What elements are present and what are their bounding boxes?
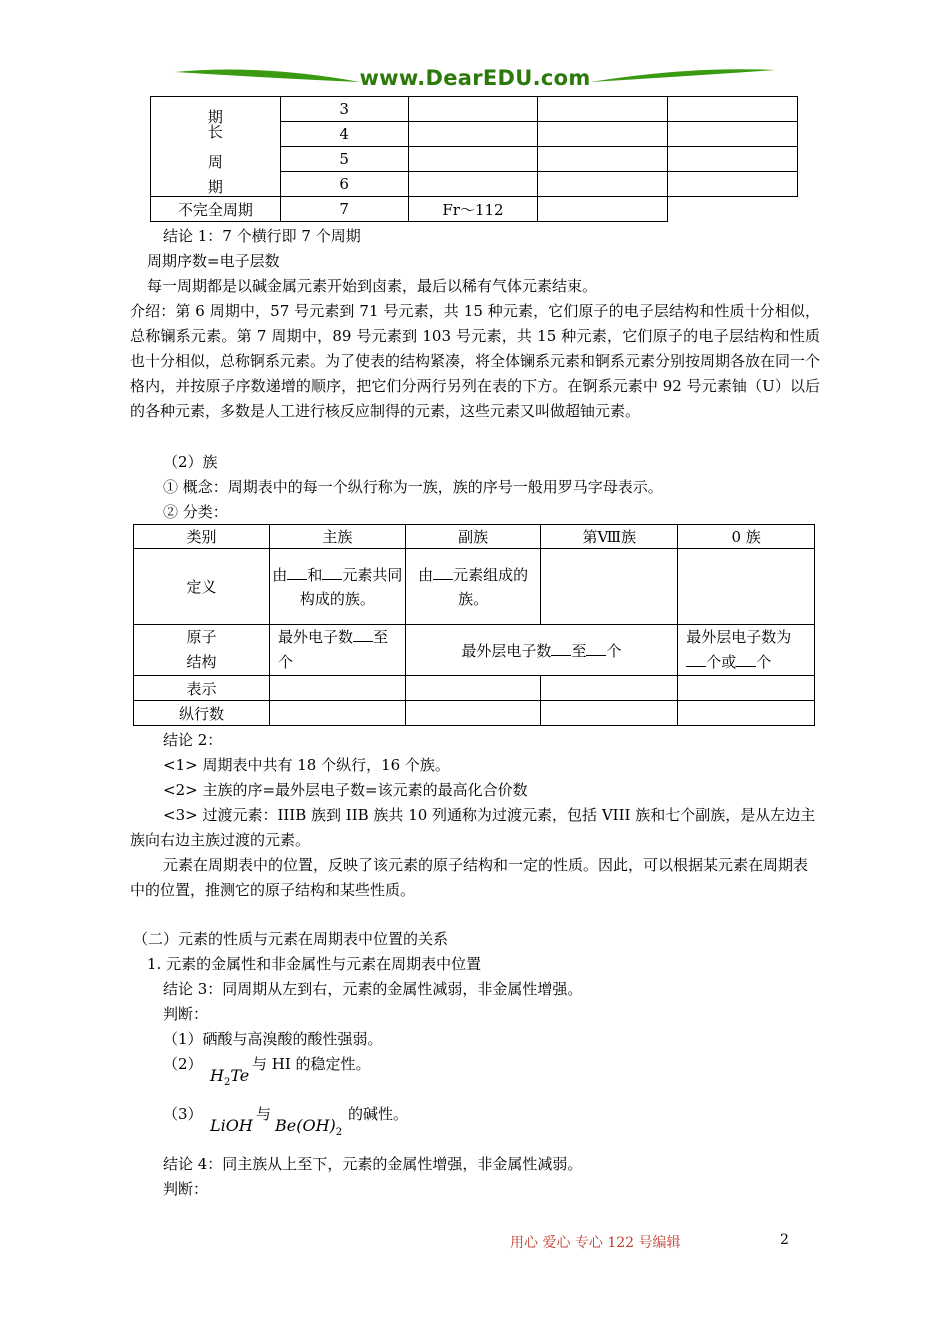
question-1: （1）硒酸与高溴酸的酸性强弱。: [163, 1030, 383, 1048]
period-cell: [408, 147, 538, 172]
period-table: [150, 96, 798, 222]
header-sub-group: 副族: [405, 525, 541, 549]
formula-lioh: LiOH: [210, 1116, 253, 1135]
conclusion-2-item-2: <2> 主族的序=最外层电子数=该元素的最高化合价数: [163, 781, 528, 799]
period-number: 3: [280, 97, 408, 122]
table-row: [134, 701, 815, 726]
table-row: [134, 549, 815, 625]
subsection-1: 1. 元素的金属性和非金属性与元素在周期表中位置: [147, 955, 482, 973]
definition-main: 由 和 元素共同构成的族。: [269, 549, 405, 625]
incomplete-period-label: 不完全周期: [151, 197, 281, 222]
structure-label: 原子结构: [134, 625, 270, 676]
question-2-text: 与 HI 的稳定性。: [252, 1055, 371, 1073]
structure-main: 最外电子数 至 个: [269, 625, 405, 676]
table-header-row: [134, 525, 815, 549]
column-count-label: 纵行数: [134, 701, 270, 726]
period-number: 4: [280, 122, 408, 147]
judge-label: 判断：: [163, 1005, 209, 1023]
group-classification-table: [133, 524, 815, 726]
definition-label: 定义: [134, 549, 270, 625]
group-classification: ② 分类：: [163, 503, 228, 521]
merged-label-4: 期: [207, 178, 223, 196]
footer-text: 用心 爱心 专心 122 号编辑: [510, 1235, 681, 1251]
definition-sub: 由 元素组成的族。: [405, 549, 541, 625]
banner-text: www.DearEDU.com: [359, 66, 591, 90]
period-number: 7: [280, 197, 408, 222]
section-heading-2: （二）元素的性质与元素在周期表中位置的关系: [133, 930, 449, 948]
conclusion-2: 结论 2：: [163, 731, 223, 749]
merged-label-2: 长: [207, 123, 223, 141]
table-row: [151, 97, 798, 122]
question-2: （2）: [163, 1055, 203, 1073]
page-number: 2: [780, 1232, 789, 1248]
period-range: Fr～112: [408, 197, 538, 222]
conclusion-3: 结论 3：同周期从左到右，元素的金属性减弱，非金属性增强。: [163, 980, 583, 998]
period-cell: [408, 97, 538, 122]
header-main-group: 主族: [269, 525, 405, 549]
header-category: 类别: [134, 525, 270, 549]
table-row: [134, 625, 815, 676]
formula-h2te: $H_2Te$: [210, 1066, 250, 1089]
conclusion-2-item-1: <1> 周期表中共有 18 个纵行，16 个族。: [163, 756, 450, 774]
table-row: [151, 197, 798, 222]
table-row: [134, 676, 815, 701]
period-cell: [408, 122, 538, 147]
conclusion-4: 结论 4：同主族从上至下，元素的金属性增强，非金属性减弱。: [163, 1155, 583, 1173]
question-3-mid: 与: [256, 1105, 272, 1123]
question-3: （3）: [163, 1105, 203, 1123]
period-number: 6: [280, 172, 408, 197]
group-heading: （2）族: [163, 453, 218, 471]
intro-paragraph: 介绍：第 6 周期中，57 号元素到 71 号元素，共 15 种元素，它们原子的电子层结构和性质十分相似，总称镧系元素。第 7 周期中，89 号元素到 103 号元素，共 15 种元素，它们原子的电子层结构和性质也十分相似，总称锕系元素。为了使表的结构紧凑，将全体镧系元素和锕系元素分别按周期各放在同一个格内，并按原子序数递增的顺序，把它们分两行另列在表的下方。在锕系元素中 92 号元素铀（U）以后的各种元素，多数是人工进行核反应制得的元素，这些元素又叫做超铀元素。: [130, 302, 821, 420]
period-number: 5: [280, 147, 408, 172]
judge-label-2: 判断：: [163, 1180, 209, 1198]
merged-label-cell: [151, 97, 281, 197]
conclusion-2-item-3: <3> 过渡元素：IIIB 族到 IIB 族共 10 列通称为过渡元素，包括 VIII 族和七个副族，是从左边主族向右边主族过渡的元素。: [130, 806, 816, 849]
conclusion-1b: 周期序数=电子层数: [147, 252, 280, 270]
group-concept: ① 概念：周期表中的每一个纵行称为一族，族的序号一般用罗马字母表示。: [163, 478, 663, 496]
merged-label-3: 周: [207, 153, 223, 171]
structure-zero: 最外层电子数为 个或 个: [678, 625, 815, 676]
structure-mid: 最外层电子数 至 个: [405, 625, 677, 676]
merged-label-1: 期: [207, 108, 223, 126]
position-paragraph: 元素在周期表中的位置，反映了该元素的原子结构和一定的性质。因此，可以根据某元素在周期表中的位置，推测它的原子结构和某些性质。: [130, 856, 809, 899]
site-banner: [170, 62, 780, 96]
paragraph-period: 每一周期都是以碱金属元素开始到卤素，最后以稀有气体元素结束。: [147, 277, 598, 295]
notation-label: 表示: [134, 676, 270, 701]
header-group-0: 0 族: [678, 525, 815, 549]
question-3-text: 的碱性。: [348, 1105, 409, 1123]
conclusion-1: 结论 1：7 个横行即 7 个周期: [163, 227, 361, 245]
header-group-8: 第Ⅷ族: [541, 525, 678, 549]
period-cell: [408, 172, 538, 197]
formula-beoh2: $Be(OH)_2$: [275, 1116, 343, 1139]
